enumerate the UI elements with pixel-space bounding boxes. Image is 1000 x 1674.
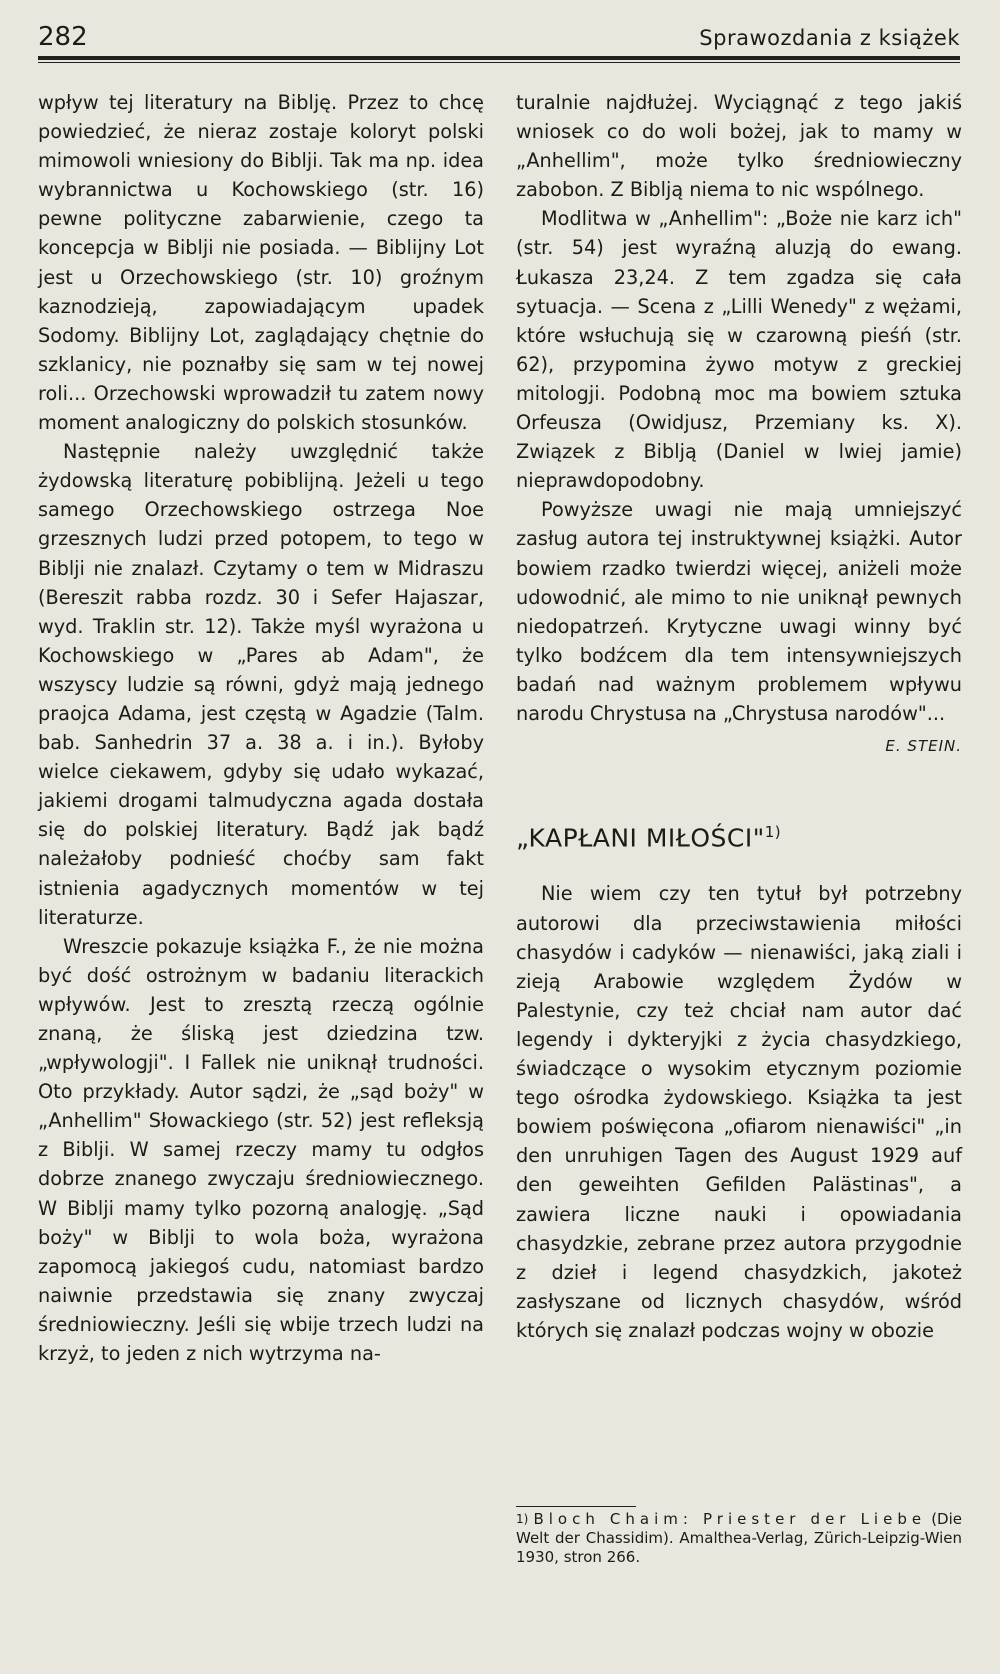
signature: E. STEIN.	[885, 737, 962, 756]
footnote-mark: 1)	[516, 1512, 529, 1526]
footnote-rule	[516, 1506, 636, 1507]
page-number: 282	[38, 22, 88, 52]
left-column	[38, 88, 484, 1368]
page-header	[38, 22, 960, 60]
running-title: Sprawozdania z książek	[699, 26, 960, 50]
section-title-text: „KAPŁANI MIŁOŚCI"	[516, 823, 765, 853]
footnote-author-title: Bloch Chaim: Priester der Liebe	[533, 1510, 927, 1528]
footnote-details: (Die Welt der Chassidim). Amalthea-Verlag, Zürich-Leipzig-Wien 1930, stron 266.	[516, 1510, 962, 1566]
paragraph: turalnie najdłużej. Wyciągnąć z tego jakiś wniosek co do woli bożej, jak to mamy w „Anhellim", może tylko średniowieczny zabobon. Z Biblją niema to nic wspólnego.	[516, 91, 962, 202]
paragraph: Powyższe uwagi nie mają umniejszyć zasług autora tej instruktywnej książki. Autor bowiem rzadko twierdzi więcej, aniżeli może udowodnić, ale mimo to nie uniknął pewnych niedopatrzeń. Krytyczne uwagi winny być tylko bodźcem dla tem intensywniejszych badań nad ważnym problemem wpływu narodu Chrystusa na „Chrystusa narodów"...	[516, 498, 962, 725]
paragraph: Wreszcie pokazuje książka F., że nie można być dość ostrożnym w badaniu literackich wpływów. Jest to zresztą rzeczą ogólnie znaną, że śliską jest dziedzina tzw. „wpływologji". I Fallek nie uniknął trudności. Oto przykłady. Autor sądzi, że „sąd boży" w „Anhellim" Słowackiego (str. 52) jest refleksją z Biblji. W samej rzeczy mamy tu odgłos dobrze znanego zwyczaju średniowiecznego. W Biblji mamy tylko pozorną analogję. „Sąd boży" w Biblji to wola boża, wyrażona zapomocą jakiegoś cudu, natomiast bardzo naiwnie przedstawia się znany zwyczaj średniowieczny. Jeśli się wbije trzech ludzi na krzyż, to jeden z nich wytrzyma na-	[38, 934, 484, 1366]
footnote	[516, 1510, 962, 1567]
right-column	[516, 88, 962, 1345]
paragraph: Modlitwa w „Anhellim": „Boże nie karz ich" (str. 54) jest wyraźną aluzją do ewang. Łukasza 23,24. Z tem zgadza się cała sytuacja. — Scena z „Lilli Wenedy" z wężami, które wsłuchują się w czarowną pieśń (str. 62), przypomina żywo motyw z greckiej mitologji. Podobną moc ma bowiem sztuka Orfeusza (Owidjusz, Przemiany ks. X). Związek z Biblją (Daniel w lwiej jamie) nieprawdopodobny.	[516, 207, 962, 493]
header-rule	[38, 56, 960, 63]
section-title	[516, 817, 962, 853]
paragraph: wpływ tej literatury na Biblję. Przez to chcę powiedzieć, że nieraz zostaje koloryt polski mimowoli wniesiony do Biblji. Tak ma np. idea wybrannictwa u Kochowskiego (str. 16) pewne polityczne zabarwienie, czego ta koncepcja w Biblji nie posiada. — Biblijny Lot jest u Orzechowskiego (str. 10) groźnym kaznodzieją, zapowiadającym upadek Sodomy. Biblijny Lot, zaglądający chętnie do szklanicy, nie poznałby się sam w tej nowej roli... Orzechowski wprowadził tu zatem nowy moment analogiczny do polskich stosunków.	[38, 91, 484, 435]
paragraph: Następnie należy uwzględnić także żydowską literaturę pobiblijną. Jeżeli u tego samego Orzechowskiego ostrzega Noe grzesznych ludzi przed potopem, to tego w Biblji nie znalazł. Czytamy o tem w Midraszu (Bereszit rabba rozdz. 30 i Sefer Hajaszar, wyd. Traklin str. 12). Także myśl wyrażona u Kochowskiego w „Pares ab Adam", że wszyscy ludzie są równi, gdyż mają jednego praojca Adama, jest częstą w Agadzie (Talm. bab. Sanhedrin 37 a. 38 a. i in.). Byłoby wielce ciekawem, gdyby się udało wykazać, jakiemi drogami talmudyczna agada dostała się do polskiej literatury. Bądź jak bądź należałoby podnieść choćby sam fakt istnienia agadycznych momentów w tej literaturze.	[38, 440, 484, 929]
paragraph: Nie wiem czy ten tytuł był potrzebny autorowi dla przeciwstawienia miłości chasydów i cadyków — nienawiści, jaką ziali i zieją Arabowie względem Żydów w Palestynie, czy też chciał nam autor dać legendy i dykteryjki z życia chasydzkiego, świadczące o wysokim etycznym poziomie tego ośrodka żydowskiego. Książka ta jest bowiem poświęcona „ofiarom nienawiści" „in den unruhigen Tagen des August 1929 auf den geweihten Gefilden Palästinas", a zawiera liczne nauki i opowiadania chasydzkie, zebrane przez autora przygodnie z dzieł i legend chasydzkich, jakoteż zasłyszane od licznych chasydów, wśród których się znalazł podczas wojny w obozie	[516, 882, 962, 1342]
footnote-reference: 1)	[764, 823, 782, 842]
